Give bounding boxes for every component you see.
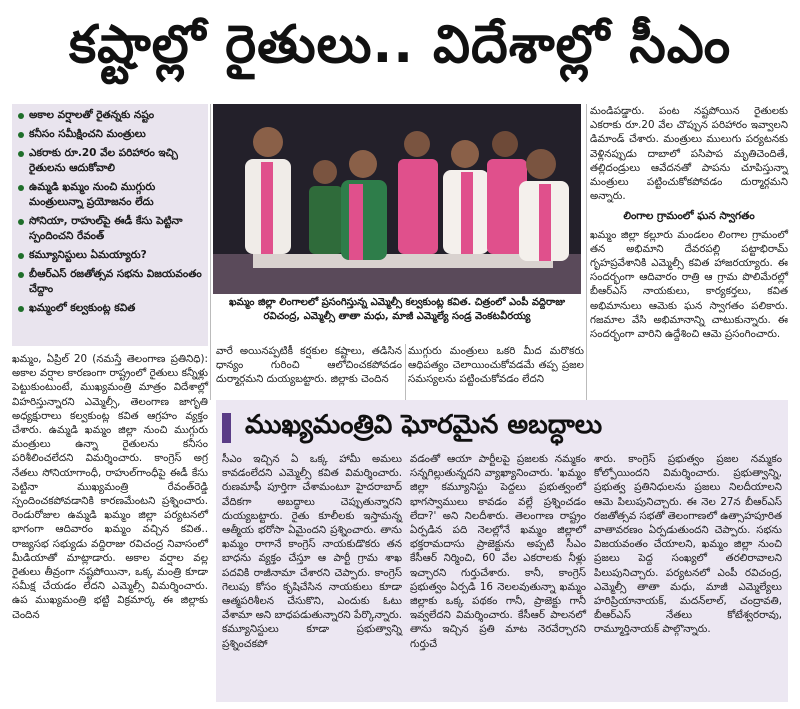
list-item: ఎకరాకు రూ.20 వేల పరిహారం ఇచ్చి రైతులను ఆదుకోవాలి — [17, 146, 203, 176]
headline: కష్టాల్లో రైతులు.. విదేశాల్లో సీఎం — [68, 14, 732, 75]
feature-box-title: ముఖ్యమంత్రివి ఘోరమైన అబద్ధాలు — [245, 410, 603, 440]
feature-box-header — [216, 408, 788, 448]
list-item: సోనియా, రాహుల్‌పై ఈడీ కేసు పెట్టినా స్పందించని రేవంత్ — [17, 214, 203, 244]
column-divider — [405, 344, 406, 400]
highlights-box — [12, 104, 208, 346]
title-accent-bar — [222, 413, 231, 443]
article-column-mid2: ముగ్గురు మంత్రులు ఒకరి మీద మరొకరు ఆధిపత్యం చెలాయించుకోవడమే తప్ప ప్రజల సమస్యలను పట్టించుకోవడం లేదని — [408, 345, 584, 386]
list-item: ఖమ్మంలో కల్వకుంట్ల కవిత — [17, 301, 203, 316]
list-item: కనీసం సమీక్షించని మంత్రులు — [17, 127, 203, 142]
feature-column-1: సీఎం ఇచ్చిన ఏ ఒక్క హామీ అమలు కావడంలేదని ఎమ్మెల్సీ కవిత విమర్శించారు. రుణమాఫీ పూర్తిగా చేశామంటూ హైదరాబాద్ వేదికగా అబద్ధాలు చెప్పుతున్నారని దుయ్యబట్టారు. రైతు కూలీలకు ఇస్తామన్న ఆత్మీయ భరోసా ఏమైందని ప్రశ్నించారు. తాను ఖమ్మం రాగానే కాంగ్రెస్ నాయకుడొకరు తన బాధను వ్యక్తం చేస్తూ ఆ పార్టీ గ్రామ శాఖ పదవికి రాజీనామా చేశారని చెప్పారు. కాంగ్రెస్ గెలుపు కోసం కృషిచేసిన నాయకులు కూడా ఆత్మపరిశీలన చేసుకొని, ఎందుకు ఓటు వేశామా అని బాధపడుతున్నారని పేర్కొన్నారు. కమ్యూనిస్టులు కూడా ప్రభుత్వాన్ని ప్రశ్నించకపో — [222, 453, 402, 650]
column-divider — [586, 104, 587, 400]
right-bottom-text: ఖమ్మం జిల్లా కల్లూరు మండలం లింగాల గ్రామంలో తన అభిమాని దేవరపల్లి పట్టాభిరామ్ గృహప్రవేశానికి ఎమ్మెల్సీ కవిత హాజరయ్యారు. ఈ సందర్భంగా ఆదివారం రాత్రి ఆ గ్రామ పొలిమేరల్లో బీఆర్ఎస్ నాయకులు, కార్యకర్తలు, కవిత అభిమానులు ఆమెకు ఘన స్వాగతం పలికారు. గజమాల వేసి అభిమానాన్ని చాటుకున్నారు. ఈ సందర్భంగా వారిని ఉద్దేశించి ఆమె ప్రసంగించారు. — [590, 228, 788, 341]
list-item: ఉమ్మడి ఖమ్మం నుంచి ముగ్గురు మంత్రులున్నా ప్రయోజనం లేదు — [17, 180, 203, 210]
photo-illustration — [213, 104, 581, 294]
feature-column-3: శారు. కాంగ్రెస్ ప్రభుత్వం ప్రజల నమ్మకం కోల్పోయిందని విమర్శించారు. ప్రభుత్వాన్ని, ప్రభుత్వ ప్రతినిధులను ప్రజలు నిలదీయాలని ఆమె పిలుపునిచ్చారు. ఈ నెల 27న బీఆర్ఎస్ రజతోత్సవ సభతో తెలంగాణలో ఉత్సాహపూరిత వాతావరణం ఏర్పడుతుందని చెప్పారు. సభను విజయవంతం చేయాలని, ఖమ్మం జిల్లా నుంచి ప్రజలు పెద్ద సంఖ్యలో తరలిరావాలని పిలుపునిచ్చారు. పర్యటనలో ఎంపీ రవిచంద్ర, ఎమ్మెల్సీ తాతా మధు, మాజీ ఎమ్మెల్యేలు హరిప్రియానాయక్, మదన్‌లాల్, చంద్రావతి, బీఆర్ఎస్ నేతలు కోటేశ్వరరావు, రామ్మూర్తినాయక్ పాల్గొన్నారు. — [594, 453, 782, 636]
feature-column-2: వడంతో ఆయా పార్టీలపై ప్రజలకు నమ్మకం సన్నగిల్లుతున్నదని వ్యాఖ్యానించారు. 'ఖమ్మం జిల్లా కమ్యూనిస్టు పెద్దలు ప్రభుత్వంలో భాగస్వాములు కావడం వల్లే ప్రశ్నించడం లేదా?' అని నిలదీశారు. తెలంగాణ రాష్ట్రం ఏర్పడిన పది నెలల్లోనే ఖమ్మం జిల్లాలో భక్తరామదాసు ప్రాజెక్టును అప్పటి సీఎం కేసీఆర్ నిర్మించి, 60 వేల ఎకరాలకు నీళ్లు ఇచ్చారని గుర్తుచేశారు. కానీ, కాంగ్రెస్ ప్రభుత్వం ఏర్పడి 16 నెలలవుతున్నా ఖమ్మం జిల్లాకు ఒక్క పథకం గానీ, ప్రాజెక్టు గానీ ఇవ్వలేదని విమర్శించారు. కేసీఆర్ పాలనలో తాను ఇచ్చిన ప్రతి మాట నెరవేర్చారని గుర్తుచే — [410, 453, 586, 650]
article-column-mid1: వారే అయినప్పటికీ కర్షకుల కష్టాలు, తడిసిన ధాన్యం గురించి ఆలోచించకపోవడం దుర్మార్గమని దుయ్యబట్టారు. జిల్లాకు చెందిన — [216, 345, 402, 386]
column-divider — [210, 104, 211, 400]
news-photo — [213, 104, 581, 294]
article-column-right — [590, 104, 788, 341]
right-top-text: మండిపడ్డారు. పంట నష్టపోయిన రైతులకు ఎకరాకు రూ.20 వేల చొప్పున పరిహారం ఇవ్వాలని డిమాండ్ చేశారు. మంత్రులు ములుగు పర్యటనకు వెళ్లినప్పుడు దాబాలో పసిపాప మృతిచెందితే, తల్లిదండ్రులు ఆవేదనతో పాపను చూపిస్తున్నా మంత్రులు పట్టించుకోకపోవడం దుర్మార్గమని అన్నారు. — [590, 105, 788, 203]
article-column-left: ఖమ్మం, ఏప్రిల్ 20 (నమస్తే తెలంగాణ ప్రతినిధి): అకాల వర్షాల కారణంగా రాష్ట్రంలో రైతులు కన్నీళ్లు పెట్టుకుంటుంటే, ముఖ్యమంత్రి మాత్రం విదేశాల్లో విహరిస్తున్నారని ఎమ్మెల్సీ, తెలంగాణ జాగృతి అధ్యక్షురాలు కల్వకుంట్ల కవిత ఆగ్రహం వ్యక్తం చేశారు. ఉమ్మడి ఖమ్మం జిల్లా నుంచి ముగ్గురు మంత్రులు ఉన్నా రైతులను కనీసం పరిశీలించలేదని విమర్శించారు. కాంగ్రెస్ అగ్ర నేతలు సోనియాగాంధీ, రాహుల్‌గాంధీపై ఈడీ కేసు పెట్టినా ముఖ్యమంత్రి రేవంత్‌రెడ్డి స్పందించకపోవడానికి కారణమేంటని ప్రశ్నించారు. రెండురోజుల ఉమ్మడి ఖమ్మం జిల్లా పర్యటనలో భాగంగా ఆదివారం ఖమ్మం వచ్చిన కవిత.. రాజ్యసభ సభ్యుడు వద్దిరాజు రవిచంద్ర నివాసంలో మీడియాతో మాట్లాడారు. అకాల వర్షాల వల్ల రైతులు తీవ్రంగా నష్టపోయినా, ఒక్క మంత్రి కూడా సమీక్ష చేయడం లేదని ఎమ్మెల్సీ విమర్శించారు. ఉప ముఖ్యమంత్రి భట్టి విక్రమార్క ఈ జిల్లాకు చెందిన — [12, 353, 208, 621]
list-item: అకాల వర్షాలతో రైతన్నకు నష్టం — [17, 108, 203, 123]
list-item: కమ్యూనిస్టులు ఏమయ్యారు? — [17, 248, 203, 263]
list-item: బీఆర్ఎస్ రజతోత్సవ సభను విజయవంతం చేద్దాం — [17, 267, 203, 297]
right-subheading: లింగాల గ్రామంలో ఘన స్వాగతం — [623, 210, 755, 223]
photo-caption: ఖమ్మం జిల్లా లింగాలలో ప్రసంగిస్తున్న ఎమ్మెల్సీ కల్వకుంట్ల కవిత. చిత్రంలో ఎంపీ వద్దిరాజు రవిచంద్ర, ఎమ్మెల్సీ తాతా మధు, మాజీ ఎమ్మెల్యే సండ్ర వెంకటవీరయ్య — [228, 297, 566, 322]
